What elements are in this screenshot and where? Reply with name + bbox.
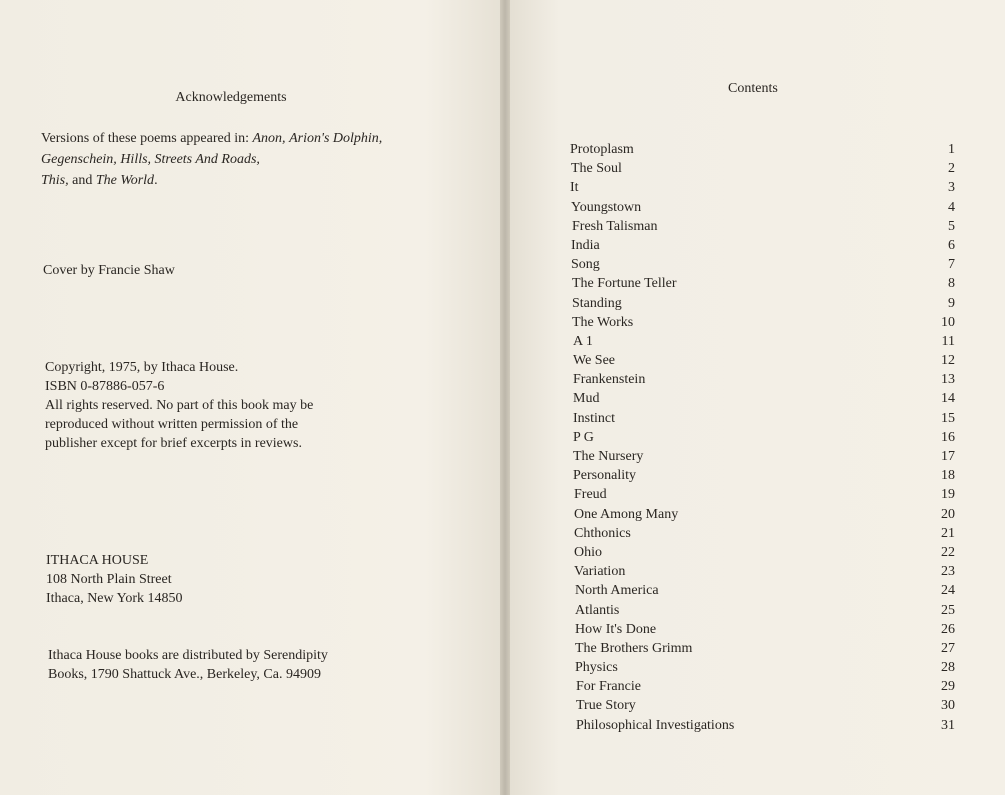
toc-entry: [570, 505, 955, 524]
toc-entry: [570, 370, 955, 389]
toc-entry-page: 18: [941, 468, 955, 484]
isbn-line: ISBN 0-87886-057-6: [45, 379, 165, 394]
copyright-line: Copyright, 1975, by Ithaca House.: [45, 360, 239, 375]
toc-entry-title: True Story: [576, 698, 636, 714]
toc-entry-title: Fresh Talisman: [572, 218, 658, 234]
rights-line: publisher except for brief excerpts in reviews.: [45, 436, 302, 451]
toc-entry-page: 24: [941, 583, 955, 599]
toc-entry-title: How It's Done: [575, 621, 657, 637]
toc-entry-page: 22: [941, 544, 955, 560]
toc-entry-page: 29: [941, 679, 955, 695]
toc-entry-title: One Among Many: [574, 506, 679, 522]
toc-entry-page: 20: [941, 506, 955, 522]
toc-entry-title: The Nursery: [573, 449, 644, 464]
acknowledgements-title: Acknowledgements: [175, 90, 287, 105]
toc-entry-title: The Soul: [571, 161, 622, 177]
publisher-address: [46, 551, 182, 608]
toc-entry: [570, 716, 955, 735]
toc-entry-title: The Works: [572, 314, 634, 330]
publisher-street: 108 North Plain Street: [46, 572, 172, 587]
acknowledgements-text: Versions of these poems appeared in: Anon, Arion's Dolphin, Gegenschein, Hills, Streets And Roads, This, and The World.: [41, 131, 383, 188]
toc-entry-page: 26: [941, 621, 955, 637]
toc-entry-page: 21: [941, 525, 955, 541]
toc-entry-title: The Brothers Grimm: [575, 640, 693, 656]
book-gutter: [500, 0, 510, 795]
toc-entry-title: The Fortune Teller: [572, 276, 677, 292]
toc-entry: [570, 409, 955, 428]
toc-entry: [570, 428, 955, 447]
toc-entry-title: Protoplasm: [570, 142, 634, 157]
contents-title: Contents: [728, 81, 778, 96]
toc-entry: [570, 140, 955, 159]
toc-entry-page: 17: [941, 449, 955, 464]
toc-entry: [570, 178, 955, 197]
toc-entry: [570, 543, 955, 562]
toc-entry-title: Freud: [574, 487, 607, 503]
toc-entry-title: North America: [575, 583, 659, 599]
toc-entry: [570, 274, 955, 293]
toc-entry-title: It: [570, 180, 579, 196]
toc-entry-page: 30: [941, 698, 955, 714]
publisher-name: ITHACA HOUSE: [46, 553, 149, 568]
toc-entry: [570, 524, 955, 543]
toc-entry-page: 10: [941, 314, 955, 330]
toc-entry: [570, 466, 955, 485]
toc-entry: [570, 294, 955, 313]
toc-entry-title: Song: [571, 257, 600, 273]
toc-entry: [570, 217, 955, 236]
toc-entry-page: 8: [948, 276, 955, 292]
toc-entry-page: 27: [941, 640, 955, 656]
toc-entry: [570, 677, 955, 696]
toc-entry-page: 16: [941, 429, 955, 445]
toc-entry: [570, 389, 955, 408]
toc-entry-title: Ohio: [574, 544, 602, 560]
toc-entry: [570, 581, 955, 600]
toc-entry-title: Standing: [572, 295, 622, 311]
toc-entry-page: 25: [941, 602, 955, 618]
toc-entry-page: 23: [941, 564, 955, 580]
distribution-note: Ithaca House books are distributed by Serendipity Books, 1790 Shattuck Ave., Berkeley, Ca. 94909: [48, 648, 328, 682]
toc-entry-title: We See: [573, 353, 616, 369]
table-of-contents: [570, 140, 955, 735]
toc-entry: [570, 313, 955, 332]
toc-entry-page: 9: [948, 295, 955, 311]
toc-entry: [570, 198, 955, 217]
toc-entry-title: Philosophical Investigations: [576, 717, 735, 733]
cover-credit: Cover by Francie Shaw: [43, 263, 175, 278]
toc-entry-page: 6: [948, 237, 955, 253]
toc-entry-title: A 1: [573, 333, 593, 349]
toc-entry-page: 4: [948, 199, 955, 215]
toc-entry-title: Frankenstein: [573, 372, 646, 388]
toc-entry: [570, 351, 955, 370]
toc-entry-page: 13: [941, 372, 955, 388]
toc-entry-title: For Francie: [576, 679, 641, 695]
toc-entry: [570, 562, 955, 581]
toc-entry-page: 11: [941, 333, 955, 349]
toc-entry: [570, 639, 955, 658]
toc-entry: [570, 236, 955, 255]
toc-entry-title: Chthonics: [574, 525, 631, 541]
toc-entry-title: Mud: [573, 391, 600, 407]
toc-entry: [570, 620, 955, 639]
toc-entry: [570, 696, 955, 715]
toc-entry-title: Instinct: [573, 410, 615, 426]
toc-entry-page: 2: [948, 161, 955, 177]
toc-entry-title: Personality: [573, 468, 636, 484]
toc-entry-title: India: [571, 237, 600, 253]
toc-entry-title: Variation: [574, 564, 626, 580]
toc-entry-title: Physics: [575, 660, 618, 676]
toc-entry-page: 19: [941, 487, 955, 503]
toc-entry-title: Youngstown: [571, 199, 642, 215]
toc-entry: [570, 159, 955, 178]
toc-entry-page: 12: [941, 353, 955, 369]
toc-entry: [570, 658, 955, 677]
toc-entry-page: 31: [941, 717, 955, 733]
toc-entry: [570, 485, 955, 504]
toc-entry-title: P G: [573, 429, 594, 445]
toc-entry: [570, 601, 955, 620]
copyright-notice: [45, 358, 405, 453]
toc-entry-page: 3: [948, 180, 955, 196]
toc-entry-page: 7: [948, 257, 955, 273]
publisher-city: Ithaca, New York 14850: [46, 591, 183, 606]
toc-entry: [570, 255, 955, 274]
toc-entry-page: 15: [941, 410, 955, 426]
left-page: [0, 0, 500, 795]
toc-entry-page: 1: [948, 142, 955, 157]
toc-entry: [570, 332, 955, 351]
rights-line: reproduced without written permission of the: [45, 417, 299, 432]
toc-entry-page: 14: [941, 391, 955, 407]
toc-entry-page: 5: [948, 218, 955, 234]
toc-entry: [570, 447, 955, 466]
toc-entry-page: 28: [941, 660, 955, 676]
toc-entry-title: Atlantis: [575, 602, 620, 618]
rights-line: All rights reserved. No part of this book may be: [45, 398, 314, 413]
